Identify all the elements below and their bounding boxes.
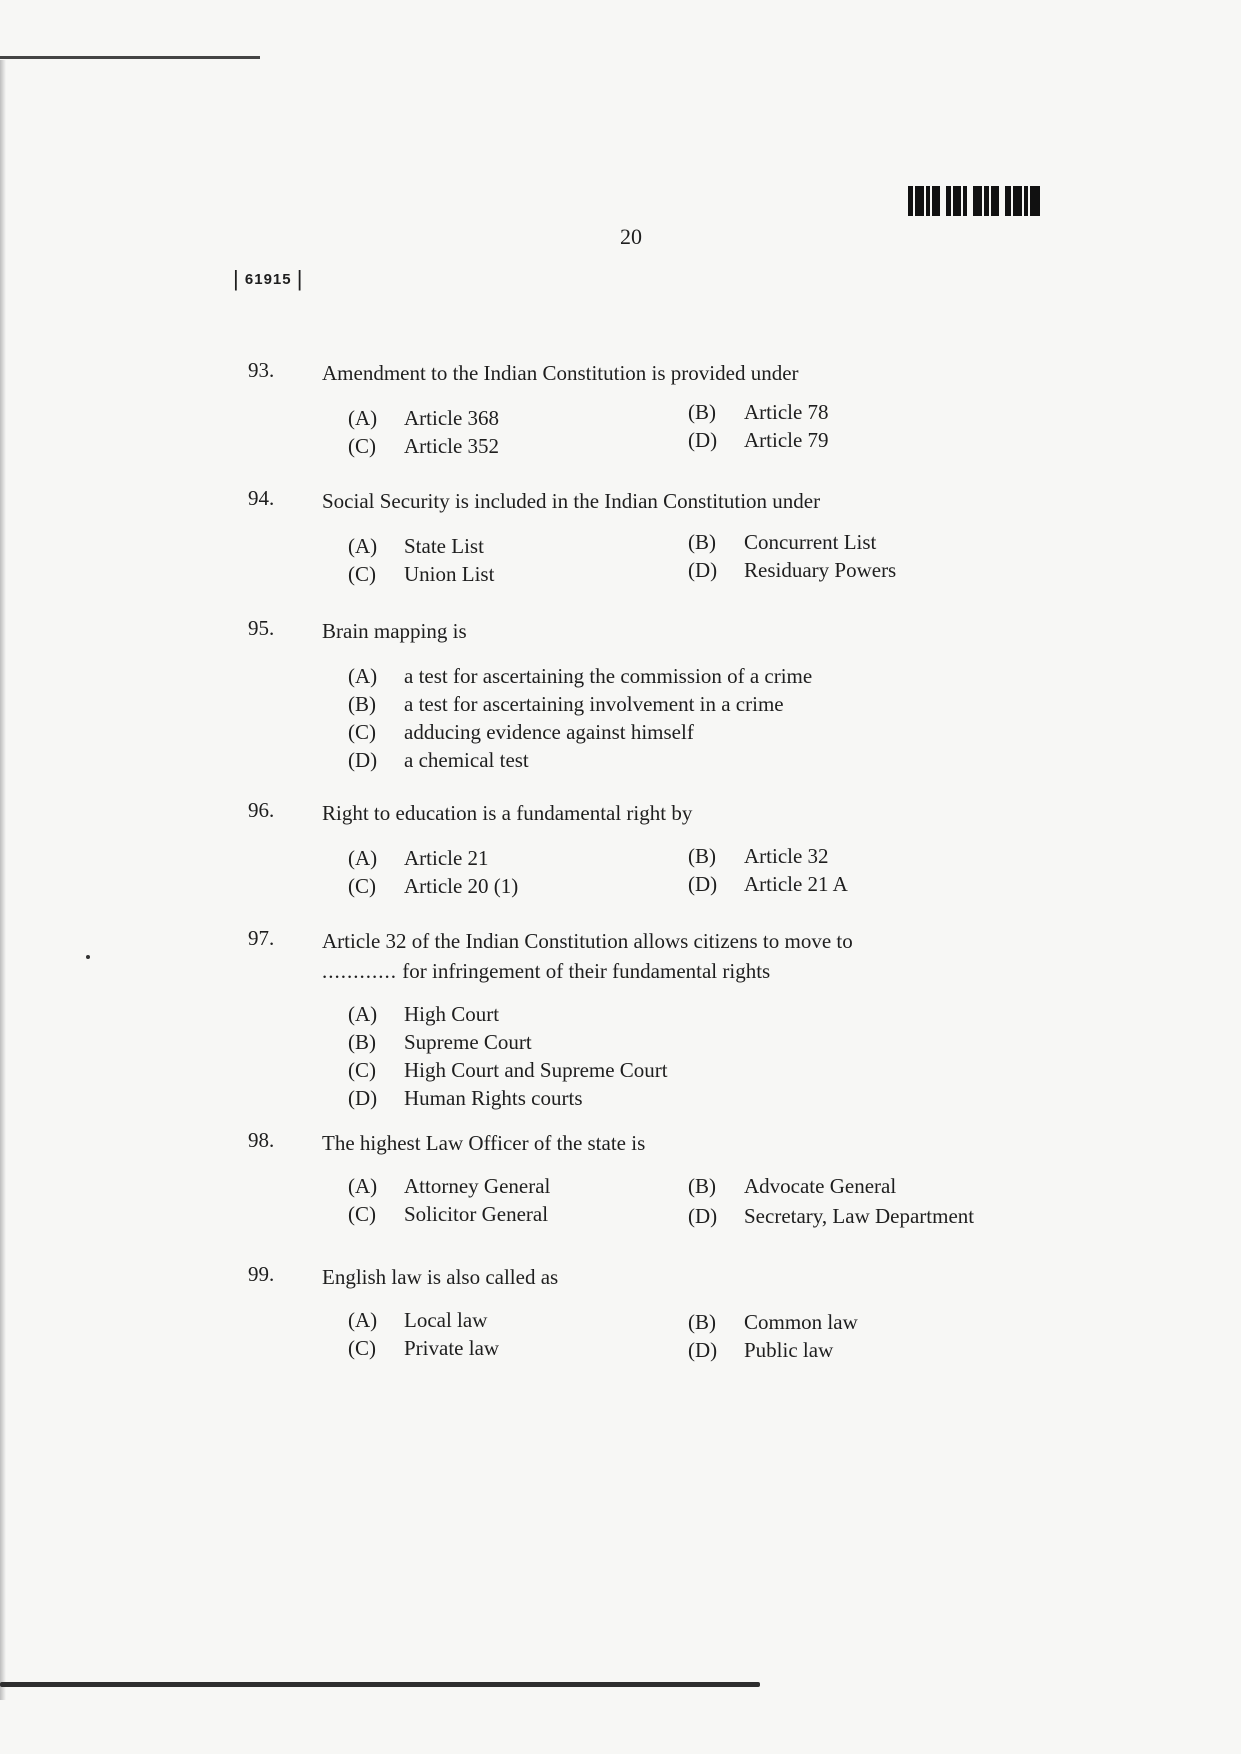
option-b: (B) Article 32 bbox=[688, 844, 829, 868]
option-b: (B) Concurrent List bbox=[688, 530, 877, 554]
option-d: (D) Residuary Powers bbox=[688, 558, 897, 582]
question-number: 96. bbox=[248, 798, 275, 822]
question-text: Social Security is included in the Indian Constitution under bbox=[322, 489, 821, 513]
option-a: (A) Article 21 bbox=[348, 846, 489, 870]
option-b: (B) Advocate General bbox=[688, 1174, 897, 1198]
option-a: (A) State List bbox=[348, 534, 484, 558]
option-d: (D) Article 79 bbox=[688, 428, 829, 452]
page-number: 20 bbox=[620, 224, 642, 249]
question-text: Brain mapping is bbox=[322, 619, 467, 643]
question-number: 99. bbox=[248, 1262, 275, 1286]
option-d: (D) Human Rights courts bbox=[348, 1086, 583, 1110]
option-b: (B) a test for ascertaining involvement in a crime bbox=[348, 692, 784, 716]
question-number: 98. bbox=[248, 1128, 275, 1152]
question-number: 95. bbox=[248, 616, 275, 640]
option-d: (D) Secretary, Law Department bbox=[688, 1204, 975, 1228]
scan-bottom-edge bbox=[0, 1682, 760, 1687]
scan-speck bbox=[86, 955, 90, 959]
question-number: 93. bbox=[248, 358, 275, 382]
question-text: Right to education is a fundamental right by bbox=[322, 801, 693, 825]
option-a: (A) Local law bbox=[348, 1308, 488, 1332]
option-d: (D) Article 21 A bbox=[688, 872, 848, 896]
option-a: (A) a test for ascertaining the commission of a crime bbox=[348, 664, 813, 688]
option-c: (C) Private law bbox=[348, 1336, 500, 1360]
option-a: (A) Attorney General bbox=[348, 1174, 551, 1198]
option-b: (B) Article 78 bbox=[688, 400, 829, 424]
question-number: 97. bbox=[248, 926, 275, 950]
option-c: (C) Article 20 (1) bbox=[348, 874, 519, 898]
option-d: (D) Public law bbox=[688, 1338, 834, 1362]
question-text: Article 32 of the Indian Constitution allows citizens to move to ............ for infringement of their fundamental rights bbox=[322, 929, 853, 983]
option-c: (C) Solicitor General bbox=[348, 1202, 549, 1226]
question-text: Amendment to the Indian Constitution is provided under bbox=[322, 361, 799, 385]
option-b: (B) Common law bbox=[688, 1310, 858, 1334]
option-c: (C) adducing evidence against himself bbox=[348, 720, 694, 744]
question-text: The highest Law Officer of the state is bbox=[322, 1131, 646, 1155]
scan-top-edge bbox=[0, 56, 260, 59]
option-c: (C) Union List bbox=[348, 562, 495, 586]
barcode-icon bbox=[908, 186, 1042, 216]
option-d: (D) a chemical test bbox=[348, 748, 529, 772]
question-text: English law is also called as bbox=[322, 1265, 559, 1289]
option-c: (C) High Court and Supreme Court bbox=[348, 1058, 668, 1082]
paper-code-value: 61915 bbox=[244, 271, 292, 288]
scan-left-edge bbox=[0, 60, 6, 1700]
option-b: (B) Supreme Court bbox=[348, 1030, 532, 1054]
option-a: (A) Article 368 bbox=[348, 406, 500, 430]
paper-code: | 61915 | bbox=[233, 266, 304, 291]
question-number: 94. bbox=[248, 486, 275, 510]
option-a: (A) High Court bbox=[348, 1002, 500, 1026]
option-c: (C) Article 352 bbox=[348, 434, 500, 458]
